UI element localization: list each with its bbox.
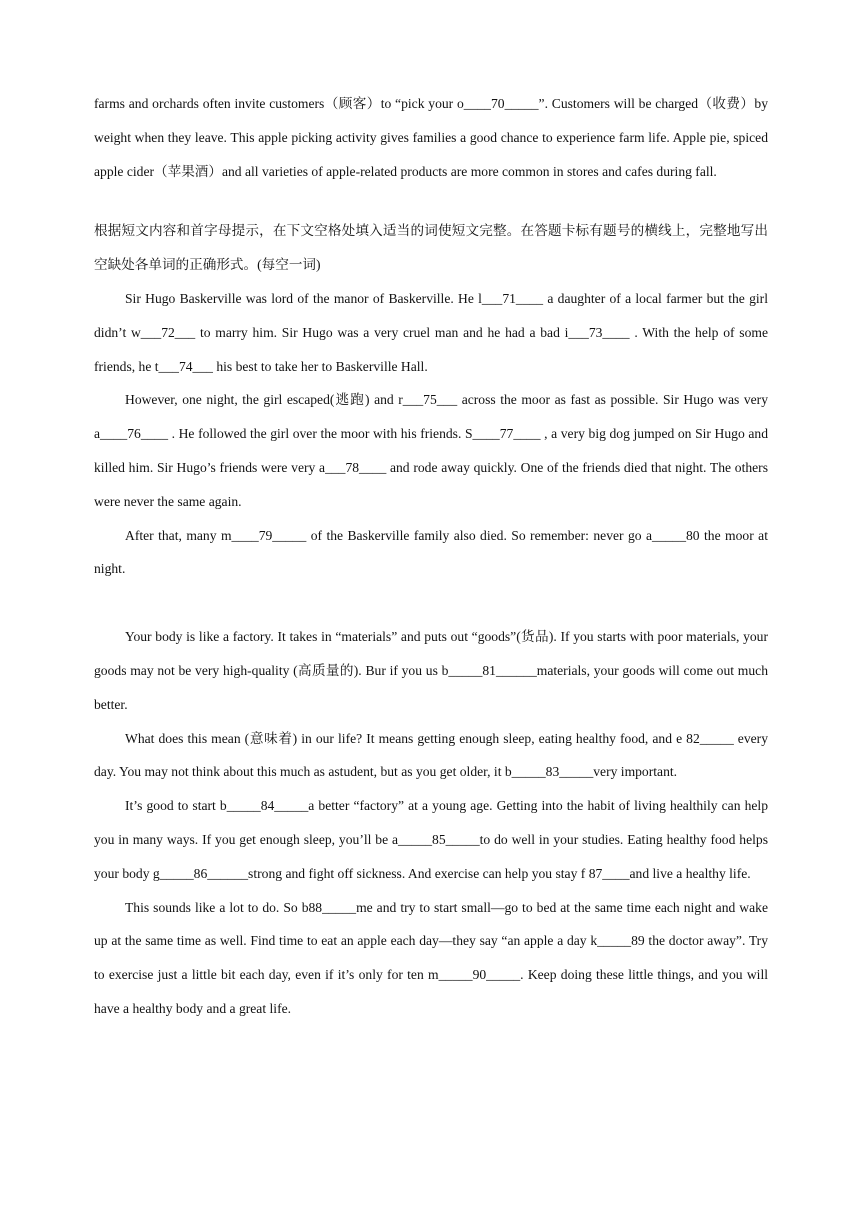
paragraph-baskerville-3: After that, many m____79_____ of the Baskerville family also died. So remember: never go a_____80 the moor at night.: [94, 527, 768, 577]
document-page: [94, 87, 768, 1026]
paragraph-baskerville-1: Sir Hugo Baskerville was lord of the manor of Baskerville. He l___71____ a daughter of a local farmer but the girl didn’t w___72___ to marry him. Sir Hugo was a very cruel man and he had a bad i___73____ . With the help of some friends, he t___74___ his best to take her to Baskerville Hall.: [94, 290, 768, 374]
spacer: [94, 188, 768, 214]
paragraph-apple-picking: farms and orchards often invite customers（顾客）to “pick your o____70_____”. Customers will be charged（收费）by weight when they leave. This apple picking activity gives families a good chance to experience farm life. Apple pie, spiced apple cider（苹果酒）and all varieties of apple-related products are more common in stores and cafes during fall.: [94, 96, 768, 179]
paragraph-factory-2: What does this mean (意味着) in our life? It means getting enough sleep, eating healthy food, and e 82_____ every day. You may not think about this much as astudent, but as you get older, it b_____83_____very important.: [94, 730, 768, 780]
paragraph-factory-4: This sounds like a lot to do. So b88_____me and try to start small—go to bed at the same time each night and wake up at the same time as well. Find time to eat an apple each day—they say “an apple a day k_____89 the doctor away”. Try to exercise just a little bit each day, even if it’s only for ten m_____90_____. Keep doing these little things, and you will have a healthy body and a great life.: [94, 899, 768, 1016]
paragraph-factory-1: Your body is like a factory. It takes in “materials” and puts out “goods”(货品). If you starts with poor materials, your goods may not be very high-quality (高质量的). Bur if you us b_____81______materials, your goods will come out much better.: [94, 629, 768, 712]
instructions-text: 根据短文内容和首字母提示，在下文空格处填入适当的词使短文完整。在答题卡标有题号的横线上，完整地写出空缺处各单词的正确形式。(每空一词): [94, 223, 768, 273]
paragraph-factory-3: It’s good to start b_____84_____a better “factory” at a young age. Getting into the habit of living healthily can help you in many ways. If you get enough sleep, you’ll be a_____85_____to do well in your studies. Eating healthy food helps your body g_____86______strong and fight off sickness. And exercise can help you stay f 87____and live a healthy life.: [94, 798, 768, 881]
paragraph-baskerville-2: However, one night, the girl escaped(逃跑) and r___75___ across the moor as fast as possible. Sir Hugo was very a____76____ . He followed the girl over the moor with his friends. S____77____ , a very big dog jumped on Sir Hugo and killed him. Sir Hugo’s friends were very a___78____ and rode away quickly. One of the friends died that night. The others were never the same again.: [94, 392, 768, 509]
spacer: [94, 586, 768, 620]
